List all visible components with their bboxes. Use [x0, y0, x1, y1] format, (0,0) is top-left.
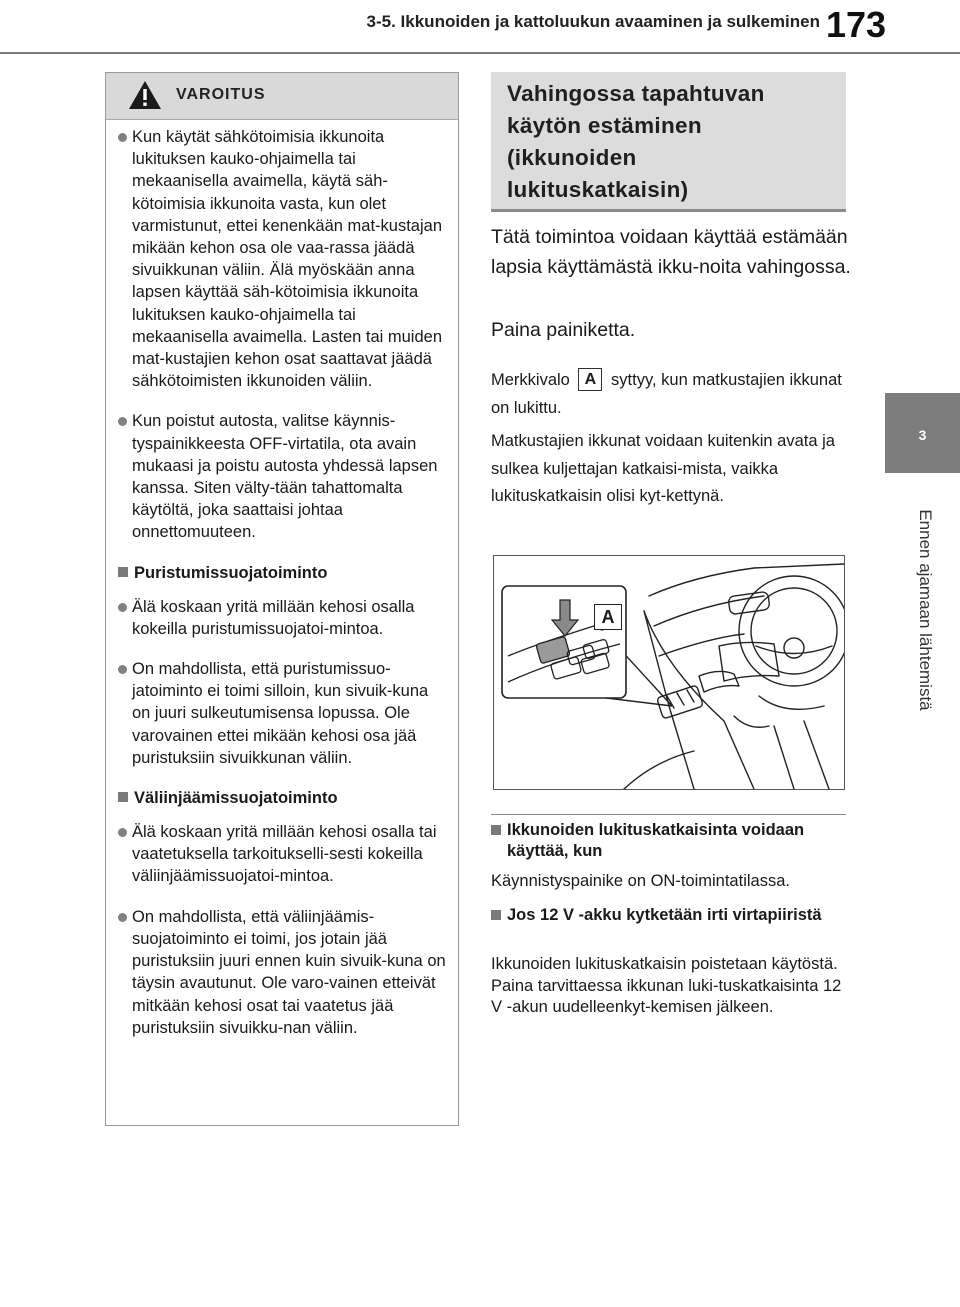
header-rule: [0, 52, 960, 54]
indicator-text-before: Merkkivalo: [491, 371, 570, 389]
warning-item-text: Älä koskaan yritä millään kehosi osalla tai vaatetuksella tarkoitukselli-sesti kokeilla väliinjäämissuojatoi-mintoa.: [132, 823, 437, 886]
note-text: Käynnistyspainike on ON-toimintatilassa.: [491, 872, 790, 890]
window-lock-switch-illustration: [493, 555, 845, 790]
section-title: Vahingossa tapahtuvan käytön estäminen (ikkunoiden lukituskatkaisin): [507, 81, 765, 202]
square-bullet-icon: [118, 567, 128, 577]
notes-divider: [491, 814, 846, 815]
warning-item: [120, 596, 446, 640]
warning-item: [120, 821, 446, 888]
car-door-illustration: [494, 556, 844, 789]
bullet-icon: [118, 417, 127, 426]
warning-item: [120, 658, 446, 769]
bullet-icon: [118, 133, 127, 142]
warning-box: [105, 72, 459, 1126]
square-bullet-icon: [491, 910, 501, 920]
square-bullet-icon: [118, 792, 128, 802]
warning-subheading: [120, 562, 446, 584]
warning-item-text: Kun poistut autosta, valitse käynnis-tyspainikkeesta OFF-virtatila, ota avain mukaasi ja poistu autosta yhdessä lapsen kanssa. Siten välty-tään tahattomalta käytöltä, joka saattaisi johtaa onnettomuuteen.: [132, 412, 438, 542]
note-heading: [491, 820, 846, 862]
chapter-title: Ennen ajamaan lähtemistä: [916, 509, 935, 711]
warning-subheading: [120, 787, 446, 809]
indicator-paragraph: [491, 367, 851, 422]
bullet-icon: [118, 913, 127, 922]
indicator-text-after: syttyy, kun matkustajien ikkunat on lukittu.: [491, 371, 842, 417]
warning-body: [106, 120, 458, 1039]
bullet-icon: [118, 603, 127, 612]
note-heading-text: Jos 12 V -akku kytketään irti virtapiiristä: [507, 906, 822, 924]
callout-label-a: A: [578, 368, 602, 391]
warning-item-text: Älä koskaan yritä millään kehosi osalla kokeilla puristumissuojatoi-mintoa.: [132, 597, 415, 638]
section-heading-box: [491, 72, 846, 212]
warning-header: [106, 73, 458, 120]
note-heading: [491, 905, 846, 926]
figure-callout-a: A: [594, 604, 622, 630]
bullet-icon: [118, 665, 127, 674]
section-instruction: Paina painiketta.: [491, 319, 636, 341]
note-heading-text: Ikkunoiden lukituskatkaisinta voidaan käyttää, kun: [507, 821, 805, 860]
warning-item-text: On mahdollista, että puristumissuo-jatoiminto ei toimi silloin, kun sivuik-kuna on juuri sulkeutumisensa lopussa. Ole varovainen ettei mikään kehosi osa jää puristuksiin sivuikkunan väliin.: [132, 660, 429, 767]
warning-triangle-icon: [128, 80, 162, 110]
running-header-title: 3-5. Ikkunoiden ja kattoluukun avaaminen ja sulkeminen: [366, 12, 820, 31]
warning-item: [120, 906, 446, 1039]
note-text: Ikkunoiden lukituskatkaisin poistetaan käytöstä. Paina tarvittaessa ikkunan luki-tuskatkaisinta 12 V -akun uudelleenkyt-kemisen jälkeen.: [491, 955, 842, 1016]
warning-item: [120, 126, 446, 392]
warning-item-text: Kun käytät sähkötoimisia ikkunoita lukituksen kauko-ohjaimella tai mekaanisella avaimella, käytä säh-kötoimisia ikkunoita vasta, kun olet varmistunut, ettei kenenkään mat-kustajan mikään kehon osa ole vaa-rassa jäädä sivuikkunan väliin. Älä myöskään anna lapsen käyttää säh-kötoimisia ikkunoita lukituksen kauko-ohjaimella tai mekaanisella avaimella. Lasten tai muiden mat-kustajien kehon osat saattavat jäädä sähkötoimisten ikkunoiden väliin.: [132, 128, 443, 391]
warning-subheading-text: Väliinjäämissuojatoiminto: [134, 789, 338, 808]
warning-item: [120, 410, 446, 543]
bullet-icon: [118, 828, 127, 837]
warning-subheading-text: Puristumissuojatoiminto: [134, 563, 328, 582]
note-paragraph: Matkustajien ikkunat voidaan kuitenkin avata ja sulkea kuljettajan katkaisi-mista, vaikka lukituskatkaisin olisi kyt-kettynä.: [491, 432, 835, 505]
chapter-number: 3: [918, 427, 927, 443]
warning-item-text: On mahdollista, että väliinjäämis-suojatoiminto ei toimi, jos jotain jää puristuksiin juuri ennen kuin sivuik-kuna on täysin avautunut. Ole varo-vainen etteivät mitkään kehosi osat tai vaatetus jää puristuksiin sivuikku-nan väliin.: [132, 907, 446, 1037]
page-number: 173: [826, 4, 887, 45]
square-bullet-icon: [491, 825, 501, 835]
section-intro: Tätä toimintoa voidaan käyttää estämään lapsia käyttämästä ikku-noita vahingossa.: [491, 226, 851, 278]
warning-title: VAROITUS: [176, 86, 266, 103]
